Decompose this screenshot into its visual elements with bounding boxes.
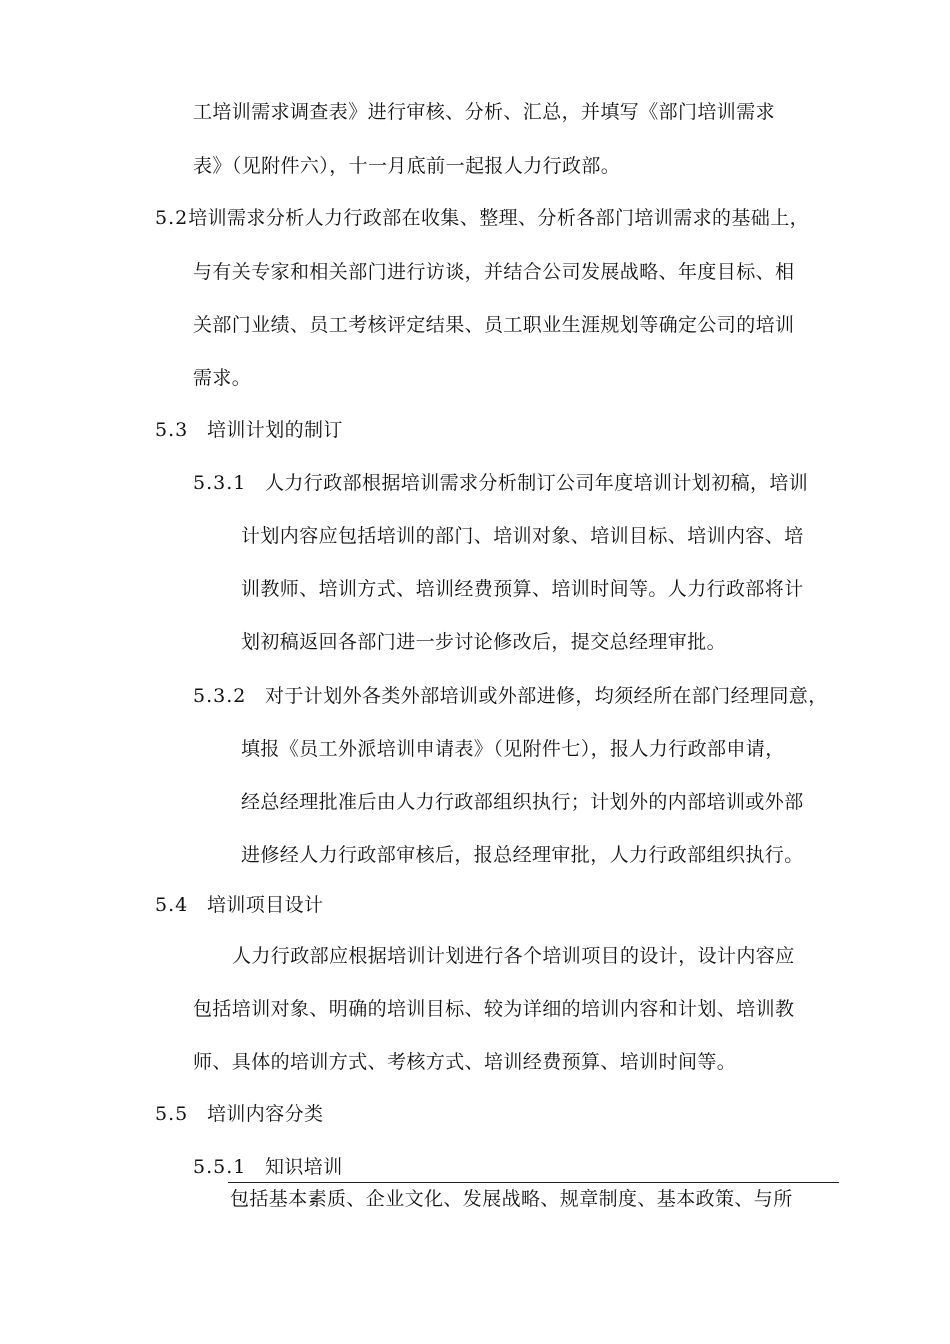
section-number: 5.4 — [155, 894, 189, 916]
paragraph-line: 划初稿返回各部门进一步讨论修改后，提交总经理审批。 — [241, 631, 727, 653]
paragraph-line: 训教师、培训方式、培训经费预算、培训时间等。人力行政部将计 — [241, 578, 804, 600]
paragraph-line: 工培训需求调查表》进行审核、分析、汇总，并填写《部门培训需求 — [193, 101, 776, 123]
paragraph-line: 进修经人力行政部审核后，报总经理审批，人力行政部组织执行。 — [241, 844, 804, 866]
section-number: 5.3.1 — [193, 472, 247, 494]
paragraph-text: 对于计划外各类外部培训或外部进修，均须经所在部门经理同意， — [265, 685, 828, 707]
paragraph-line: 需求。 — [193, 367, 252, 389]
section-heading-5-4 — [155, 893, 323, 917]
section-number: 5.5 — [155, 1103, 189, 1125]
section-number: 5.2 — [155, 207, 189, 229]
paragraph-line: 填报《员工外派培训申请表》（见附件七），报人力行政部申请， — [241, 738, 785, 760]
paragraph-line: 表》（见附件六），十一月底前一起报人力行政部。 — [193, 155, 621, 177]
paragraph-line: 经总经理批准后由人力行政部组织执行；计划外的内部培训或外部 — [241, 791, 804, 813]
paragraph-text: 人力行政部根据培训需求分析制订公司年度培训计划初稿，培训 — [265, 472, 809, 494]
paragraph-text: 培训需求分析人力行政部在收集、整理、分析各部门培训需求的基础上， — [188, 207, 810, 229]
section-number: 5.3 — [155, 419, 189, 441]
section-title: 培训项目设计 — [207, 894, 324, 916]
subsection-5-5-1-heading — [193, 1155, 343, 1179]
paragraph-line: 与有关专家和相关部门进行访谈，并结合公司发展战略、年度目标、相 — [193, 261, 795, 283]
paragraph-line: 计划内容应包括培训的部门、培训对象、培训目标、培训内容、培 — [241, 525, 804, 547]
subsection-5-3-2-line — [193, 684, 828, 708]
section-title: 培训计划的制订 — [207, 419, 343, 441]
horizontal-rule — [228, 1182, 839, 1183]
section-title: 培训内容分类 — [207, 1103, 324, 1125]
paragraph-line: 包括基本素质、企业文化、发展战略、规章制度、基本政策、与所 — [230, 1188, 793, 1210]
section-heading-5-5 — [155, 1102, 323, 1126]
section-heading-5-3 — [155, 418, 343, 442]
section-5-2-line — [155, 206, 809, 230]
subsection-5-3-1-line — [193, 471, 808, 495]
paragraph-line: 包括培训对象、明确的培训目标、较为详细的培训内容和计划、培训教 — [193, 998, 795, 1020]
paragraph-line: 师、具体的培训方式、考核方式、培训经费预算、培训时间等。 — [193, 1051, 737, 1073]
paragraph-line: 关部门业绩、员工考核评定结果、员工职业生涯规划等确定公司的培训 — [193, 314, 795, 336]
section-number: 5.5.1 — [193, 1156, 247, 1178]
section-number: 5.3.2 — [193, 685, 247, 707]
section-title: 知识培训 — [265, 1156, 343, 1178]
paragraph-line: 人力行政部应根据培训计划进行各个培训项目的设计，设计内容应 — [232, 945, 795, 967]
